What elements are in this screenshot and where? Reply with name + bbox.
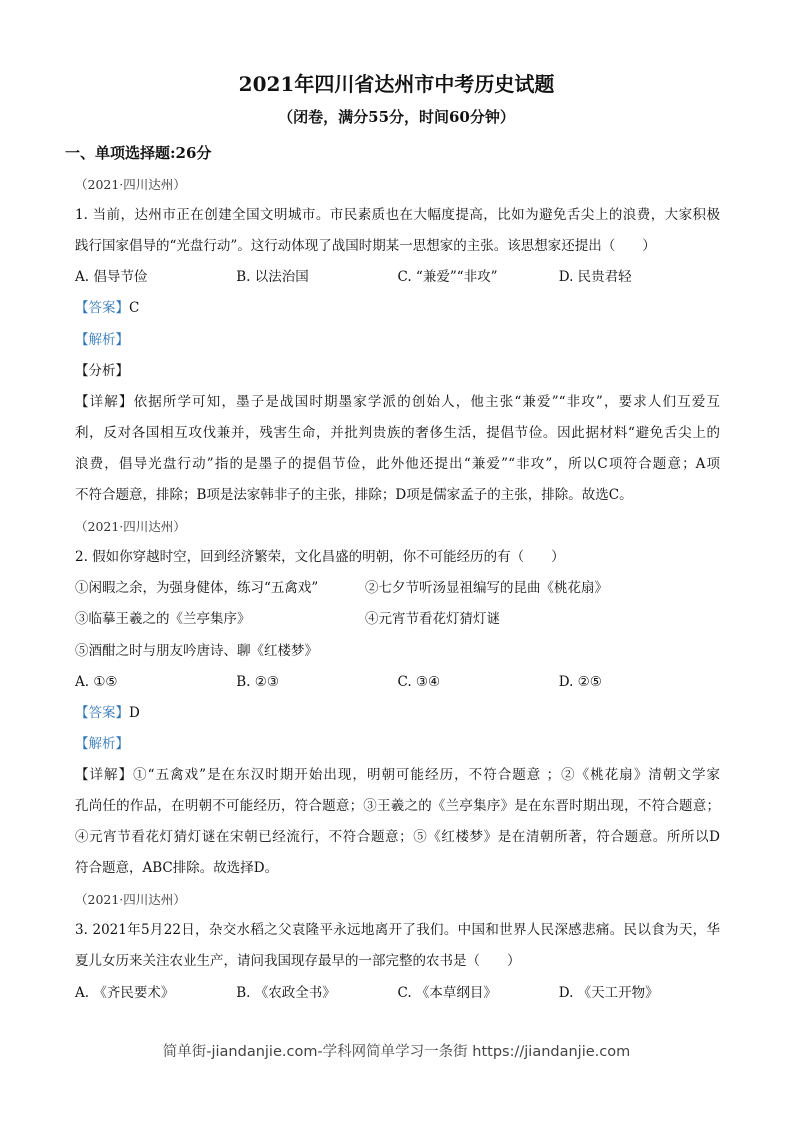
detail-text: 【详解】依据所学可知，墨子是战国时期墨家学派的创始人，他主张“兼爱”“非攻”，要求人们互爱互 [75,393,720,410]
analysis-label: 【解析】 [75,331,129,348]
option-b: B. ②③ [236,673,279,690]
detail-text: 利，反对各国相互攻伐兼并，残害生命，并批判贵族的奢侈生活，提倡节俭。因此据材料“避免舌尖上的 [75,424,720,441]
analysis-label: 【解析】 [75,735,129,752]
answer-label: 【答案】 [75,704,129,721]
detail-text: 孔尚任的作品，在明朝不可能经历，符合题意；③王羲之的《兰亭集序》是在东晋时期出现，不符合题意； [75,797,720,814]
question-stem: 3. 2021年5月22日，杂交水稻之父袁隆平永远地离开了我们。中国和世界人民深感悲痛。民以食为天，华 [75,922,720,939]
footer-watermark: 简单街-jiandanjie.com-学科网简单学习一条街 https://jiandanjie.com [162,1044,631,1060]
answer-options [75,978,720,1009]
option-c: C. “兼爱”“非攻” [397,269,498,286]
answer-line [75,698,720,729]
question-source: （2021·四川达州） [75,177,186,193]
option-a: A. 倡导节俭 [75,269,148,286]
answer-options [75,262,720,293]
document-title: 2021年四川省达州市中考历史试题 [238,72,555,96]
statement-row [75,604,720,635]
statement-2: ②七夕节听汤显祖编写的昆曲《桃花扇》 [365,580,608,597]
option-d: D. 《天工开物》 [558,984,659,1001]
detail-text: 不符合题意，排除；B项是法家韩非子的主张，排除；D项是儒家孟子的主张，排除。故选C。 [75,487,633,504]
question-stem: 1. 当前，达州市正在创建全国文明城市。市民素质也在大幅度提高，比如为避免舌尖上的浪费，大家积极 [75,207,720,224]
option-a: A. 《齐民要术》 [75,984,175,1001]
option-b: B. 以法治国 [236,269,309,286]
answer-options [75,667,720,698]
question-stem: 夏儿女历来关注农业生产，请问我国现存最早的一部完整的农书是（ ） [75,953,521,970]
question-source: （2021·四川达州） [75,519,186,535]
option-c: C. 《本草纲目》 [397,984,497,1001]
answer-label: 【答案】 [75,300,129,317]
section-heading: 一、单项选择题:26分 [65,144,212,162]
option-a: A. ①⑤ [75,673,118,690]
document-subtitle: （闭卷，满分55分，时间60分钟） [278,108,515,126]
statement-4: ④元宵节看花灯猜灯谜 [365,611,500,628]
detail-text: ④元宵节看花灯猜灯谜在宋朝已经流行，不符合题意；⑤《红楼梦》是在清朝所著，符合题意。所所以D [75,829,720,846]
answer-value: D [129,704,140,721]
answer-value: C [129,300,140,317]
answer-line [75,293,720,324]
question-source: （2021·四川达州） [75,892,186,908]
option-d: D. ②⑤ [558,673,602,690]
statement-3: ③临摹王羲之的《兰亭集序》 [75,611,251,628]
statement-row [75,573,720,604]
detail-text: 符合题意，ABC排除。故选择D。 [75,860,279,877]
option-b: B. 《农政全书》 [236,984,336,1001]
statement-5: ⑤酒酣之时与朋友吟唐诗、聊《红楼梦》 [75,642,318,659]
question-stem: 践行国家倡导的“光盘行动”。这行动体现了战国时期某一思想家的主张。该思想家还提出（ ） [75,238,656,255]
document-body [65,138,720,1009]
detail-text: 浪费，倡导光盘行动”指的是墨子的提倡节俭，此外他还提出“兼爱”“非攻”，所以C项符合题意；A项 [75,455,720,472]
question-stem: 2. 假如你穿越时空，回到经济繁荣，文化昌盛的明朝，你不可能经历的有（ ） [75,549,565,566]
statement-1: ①闲暇之余，为强身健体，练习“五禽戏” [75,580,319,597]
option-c: C. ③④ [397,673,441,690]
fenxi-label: 【分析】 [75,362,129,379]
detail-text: 【详解】①“五禽戏”是在东汉时期开始出现，明朝可能经历，不符合题意 ；②《桃花扇》清朝文学家 [75,766,720,783]
option-d: D. 民贵君轻 [558,269,632,286]
